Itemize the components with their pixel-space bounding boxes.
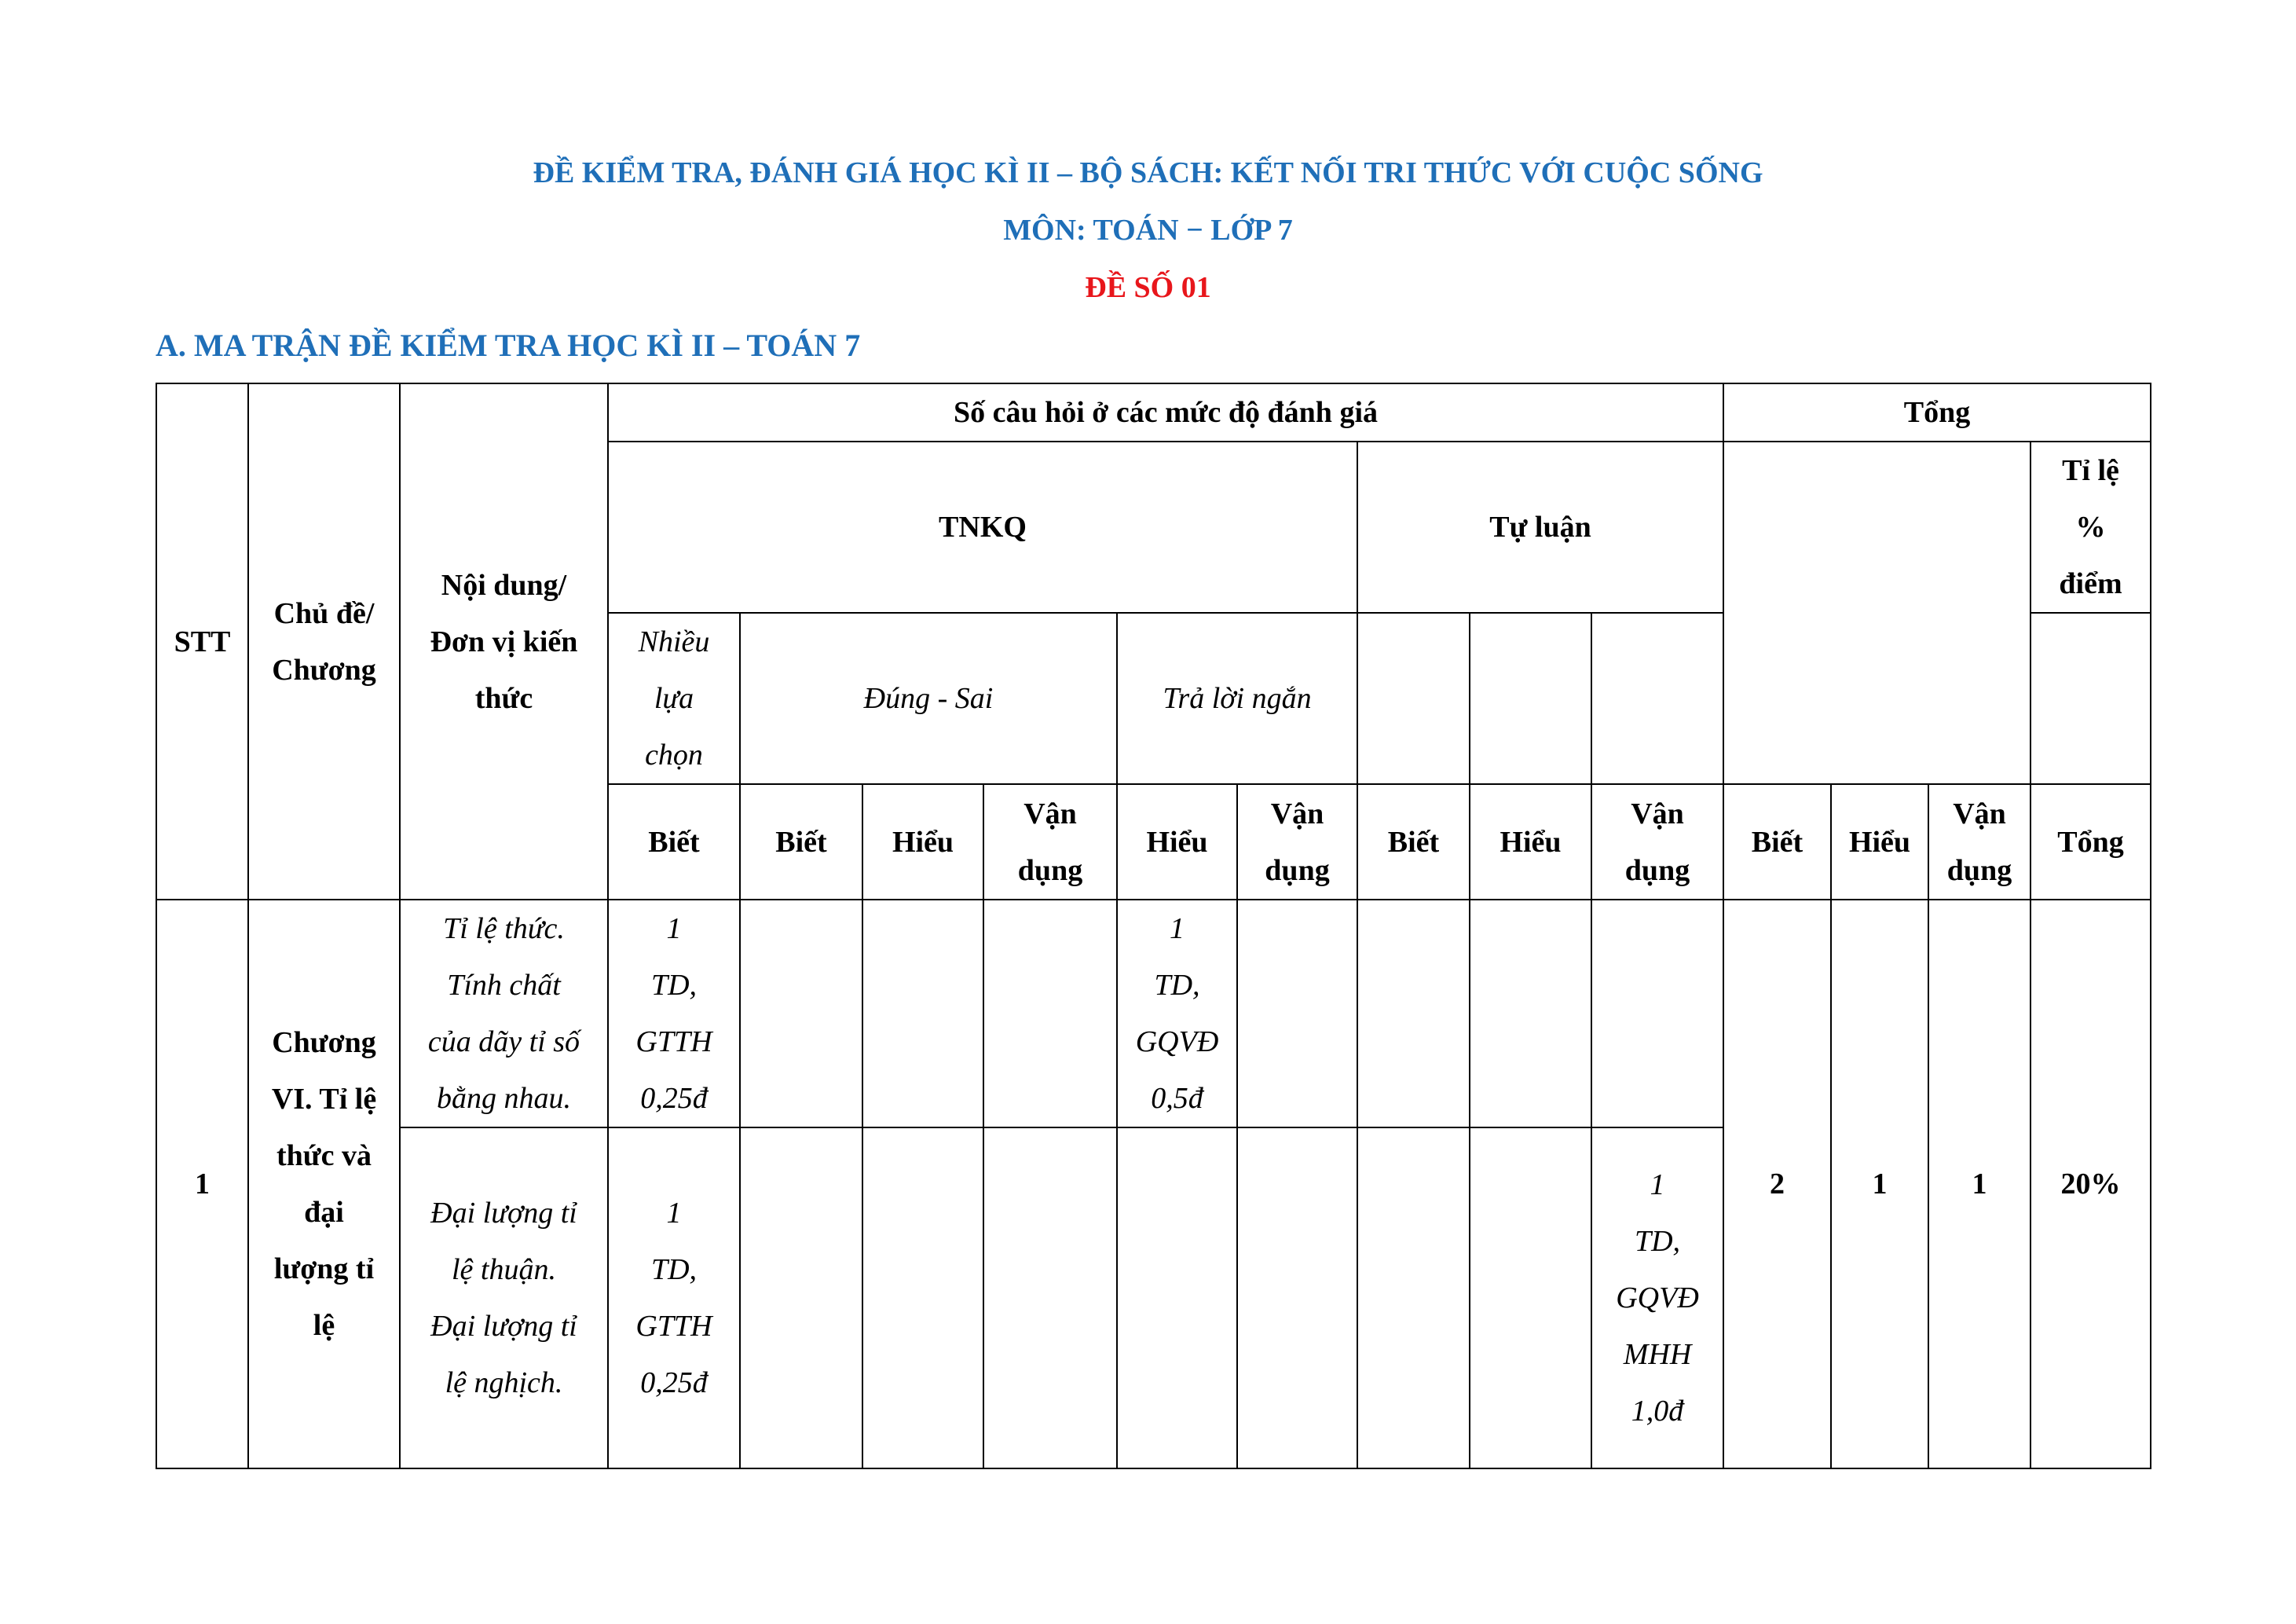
row-tong-van-dung: 1 [1928, 900, 2031, 1468]
level-tong-tong: Tổng [2031, 784, 2151, 900]
empty-cell [1357, 613, 1470, 784]
row-tong-hieu: 1 [1831, 900, 1928, 1468]
empty-cell [2031, 613, 2151, 784]
empty-cell [1117, 1127, 1237, 1468]
header-tong-blank [1723, 442, 2031, 784]
header-tra-loi-ngan: Trả lời ngắn [1117, 613, 1357, 784]
empty-cell [1470, 613, 1591, 784]
level-tl-hieu: Hiểu [1117, 784, 1237, 900]
header-tu-luan: Tự luận [1357, 442, 1723, 613]
exam-matrix-table [156, 383, 2151, 1469]
empty-cell [1237, 1127, 1357, 1468]
empty-cell [1357, 1127, 1470, 1468]
exam-number: ĐỀ SỐ 01 [1085, 271, 1211, 304]
level-tl-van-dung: Vận dụng [1237, 784, 1357, 900]
empty-cell [1470, 1127, 1591, 1468]
empty-cell [983, 900, 1117, 1127]
empty-cell [862, 1127, 983, 1468]
level-tong-van-dung: Vận dụng [1928, 784, 2031, 900]
level-tu-hieu: Hiểu [1470, 784, 1591, 900]
header-tnkq: TNKQ [608, 442, 1357, 613]
content1-mc-biet: 1 TD, GTTH 0,25đ [608, 900, 740, 1127]
header-dung-sai: Đúng - Sai [740, 613, 1117, 784]
empty-cell [1237, 900, 1357, 1127]
row-chu-de: Chương VI. Tỉ lệ thức và đại lượng tỉ lệ [248, 900, 400, 1468]
empty-cell [1591, 900, 1723, 1127]
level-tong-biet: Biết [1723, 784, 1831, 900]
row-ti-le: 20% [2031, 900, 2151, 1468]
empty-cell [1591, 613, 1723, 784]
empty-cell [740, 1127, 862, 1468]
header-stt: STT [156, 383, 248, 900]
header-so-cau-hoi: Số câu hỏi ở các mức độ đánh giá [608, 383, 1723, 442]
header-noi-dung: Nội dung/ Đơn vị kiến thức [400, 383, 608, 900]
header-tong: Tổng [1723, 383, 2151, 442]
level-tu-van-dung: Vận dụng [1591, 784, 1723, 900]
empty-cell [1470, 900, 1591, 1127]
content1-tl-hieu: 1 TD, GQVĐ 0,5đ [1117, 900, 1237, 1127]
level-ds-biet: Biết [740, 784, 862, 900]
header-nhieu-lua-chon: Nhiều lựa chọn [608, 613, 740, 784]
level-tong-hieu: Hiểu [1831, 784, 1928, 900]
empty-cell [740, 900, 862, 1127]
header-ti-le: Tỉ lệ % điểm [2031, 442, 2151, 613]
level-tu-biet: Biết [1357, 784, 1470, 900]
subject-line: MÔN: TOÁN − LỚP 7 [1003, 214, 1293, 247]
row-tong-biet: 2 [1723, 900, 1831, 1468]
exam-title: ĐỀ KIỂM TRA, ĐÁNH GIÁ HỌC KÌ II – BỘ SÁCH: KẾT NỐI TRI THỨC VỚI CUỘC SỐNG [533, 156, 1763, 189]
content-dai-luong-ti-le: Đại lượng tỉ lệ thuận. Đại lượng tỉ lệ nghịch. [400, 1127, 608, 1468]
level-ds-van-dung: Vận dụng [983, 784, 1117, 900]
content-ti-le-thuc: Tỉ lệ thức. Tính chất của dãy tỉ số bằng nhau. [400, 900, 608, 1127]
header-chu-de: Chủ đề/ Chương [248, 383, 400, 900]
content2-mc-biet: 1 TD, GTTH 0,25đ [608, 1127, 740, 1468]
content2-tu-van-dung: 1 TD, GQVĐ MHH 1,0đ [1591, 1127, 1723, 1468]
level-mc-biet: Biết [608, 784, 740, 900]
empty-cell [862, 900, 983, 1127]
section-a-heading: A. MA TRẬN ĐỀ KIỂM TRA HỌC KÌ II – TOÁN 7 [156, 328, 861, 363]
empty-cell [983, 1127, 1117, 1468]
row-stt: 1 [156, 900, 248, 1468]
empty-cell [1357, 900, 1470, 1127]
level-ds-hieu: Hiểu [862, 784, 983, 900]
